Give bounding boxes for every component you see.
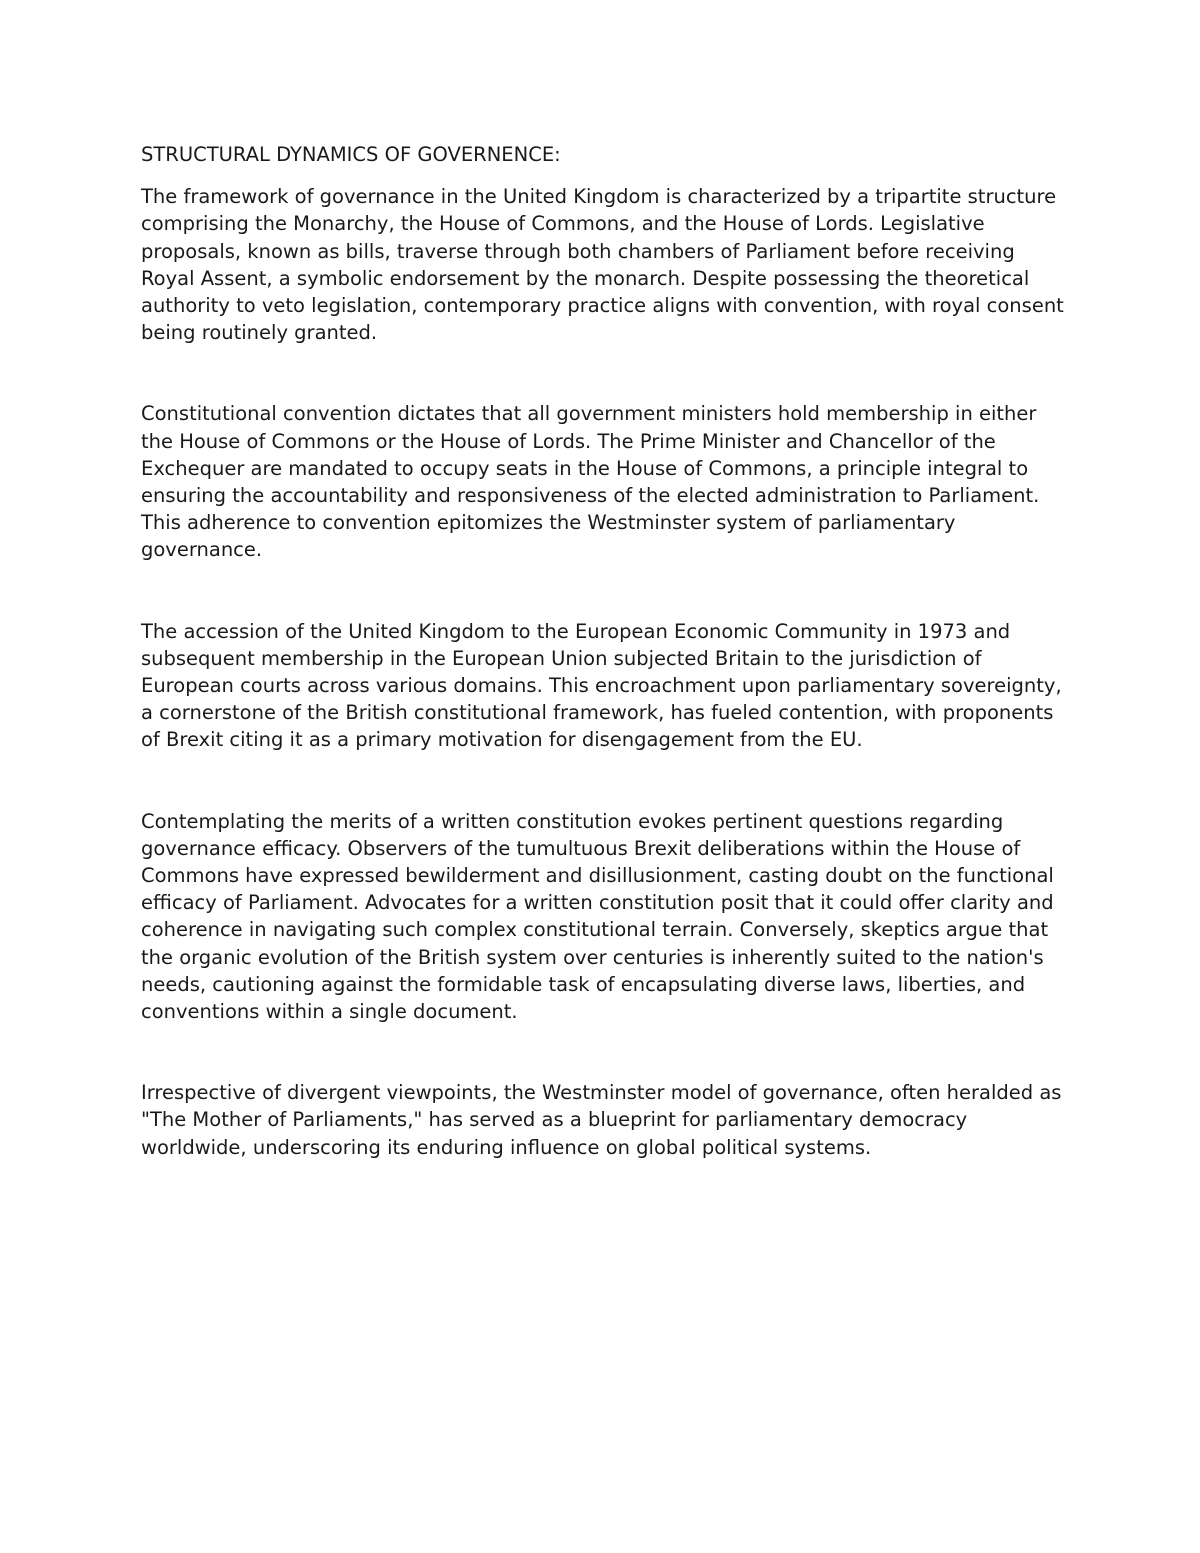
paragraph-written-constitution: Contemplating the merits of a written constitution evokes pertinent questions regarding governance efficacy. Observers of the tumultuous Brexit deliberations within the House of Commons have expressed bewilderment and disillusionment, casting doubt on the functional efficacy of Parliament. Advocates for a written constitution posit that it could offer clarity and coherence in navigating such complex constitutional terrain. Conversely, skeptics argue that the organic evolution of the British system over centuries is inherently suited to the nation's needs, cautioning against the formidable task of encapsulating diverse laws, liberties, and conventions within a single document. <box>141 809 1054 1024</box>
paragraph-westminster-model: Irrespective of divergent viewpoints, the Westminster model of governance, often heralded as "The Mother of Parliaments," has served as a blueprint for parliamentary democracy worldwide, underscoring its enduring influence on global political systems. <box>141 1081 1062 1159</box>
paragraph-spacer <box>141 564 1071 618</box>
paragraph-spacer <box>141 1025 1071 1079</box>
paragraph-governance-framework: The framework of governance in the United Kingdom is characterized by a tripartite structure comprising the Monarchy, the House of Commons, and the House of Lords. Legislative proposals, known as bills, traverse through both chambers of Parliament before receiving Royal Assent, a symbolic endorsement by the monarch. Despite possessing the theoretical authority to veto legislation, contemporary practice aligns with convention, with royal consent being routinely granted. <box>141 185 1064 345</box>
paragraph-constitutional-convention: Constitutional convention dictates that all government ministers hold membership in either the House of Commons or the House of Lords. The Prime Minister and Chancellor of the Exchequer are mandated to occupy seats in the House of Commons, a principle integral to ensuring the accountability and responsiveness of the elected administration to Parliament. This adherence to convention epitomizes the Westminster system of parliamentary governance. <box>141 402 1040 562</box>
document-body <box>141 141 1071 1161</box>
paragraph-spacer <box>141 754 1071 808</box>
document-heading: STRUCTURAL DYNAMICS OF GOVERNENCE: <box>141 143 561 166</box>
paragraph-spacer <box>141 346 1071 400</box>
paragraph-eu-accession: The accession of the United Kingdom to the European Economic Community in 1973 and subsequent membership in the European Union subjected Britain to the jurisdiction of European courts across various domains. This encroachment upon parliamentary sovereignty, a cornerstone of the British constitutional framework, has fueled contention, with proponents of Brexit citing it as a primary motivation for disengagement from the EU. <box>141 619 1062 752</box>
